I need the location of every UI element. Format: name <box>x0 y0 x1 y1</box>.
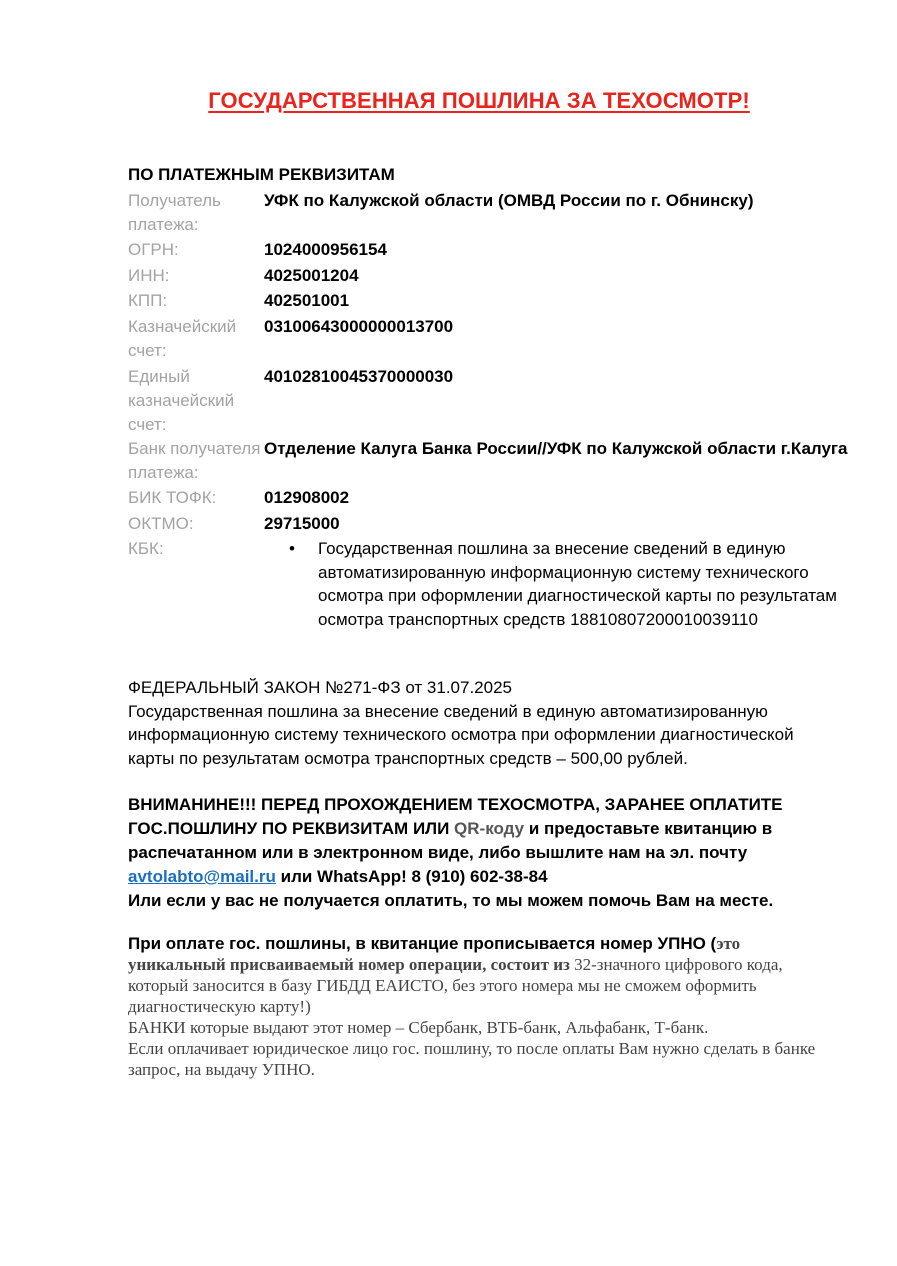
attention-text-3: Или если у вас не получается оплатить, то мы можем помочь Вам на месте. <box>128 891 774 910</box>
qr-code-mention: QR-коду <box>454 819 525 838</box>
law-section <box>128 676 828 770</box>
attention-text-2: и предоставьте квитанцию в распечатанном или в электронном виде, либо вышлите нам на эл. почту <box>128 819 773 862</box>
law-heading: ФЕДЕРАЛЬНЫЙ ЗАКОН №271-ФЗ от 31.07.2025 <box>128 678 513 697</box>
kbk-description: Государственная пошлина за внесение сведений в единую автоматизированную информационную систему технического осмотра при оформлении диагностической карты по результатам осмотра транспортных средств <box>318 539 837 629</box>
oktmo-value: 29715000 <box>264 514 340 533</box>
upno-lead: При оплате гос. пошлины, в квитанцие прописывается номер УПНО ( <box>128 934 717 953</box>
law-text: Государственная пошлина за внесение сведений в единую автоматизированную информационную систему технического осмотра при оформлении диагностической карты по результатам осмотра транспортных средств – 500,00 рублей. <box>128 701 794 768</box>
bank-row <box>128 437 848 485</box>
whatsapp-contact: или WhatsApp! 8 (910) 602-38-84 <box>275 867 548 886</box>
upno-details: 32-значного цифрового кода, который заносится в базу ГИБДД ЕАИСТО, без этого номера мы не сможем оформить диагностическую карту!) <box>128 955 783 1016</box>
single-treasury-account-value: 40102810045370000030 <box>264 367 454 386</box>
bik-value: 012908002 <box>264 488 350 507</box>
recipient-row <box>128 189 848 237</box>
recipient-label: Получатель платежа: <box>128 191 221 234</box>
oktmo-row <box>128 512 848 536</box>
bik-row <box>128 486 848 510</box>
ogrn-label: ОГРН: <box>128 240 179 259</box>
kbk-code: 18810807200010039110 <box>570 609 758 629</box>
upno-legal-entity: Если оплачивает юридическое лицо гос. пошлину, то после оплаты Вам нужно сделать в банке запрос, на выдачу УПНО. <box>128 1039 816 1079</box>
treasury-account-value: 03100643000000013700 <box>264 317 454 336</box>
kbk-label: КБК: <box>128 539 164 558</box>
treasury-account-label: Казначейский счет: <box>128 317 237 360</box>
email-link[interactable]: avtolabto@mail.ru <box>128 867 276 886</box>
kpp-value: 402501001 <box>264 291 350 310</box>
kbk-item <box>318 537 838 631</box>
bik-label: БИК ТОФК: <box>128 488 217 507</box>
attention-text-1: ВНИМАНИНЕ!!! ПЕРЕД ПРОХОЖДЕНИЕМ ТЕХОСМОТРА, ЗАРАНЕЕ ОПЛАТИТЕ ГОС.ПОШЛИНУ ПО РЕКВИЗИТАМ ИЛИ <box>128 795 783 838</box>
ogrn-value: 1024000956154 <box>264 240 387 259</box>
oktmo-label: ОКТМО: <box>128 514 194 533</box>
kpp-label: КПП: <box>128 291 168 310</box>
recipient-value: УФК по Калужской области (ОМВД России по г. Обнинску) <box>264 191 754 210</box>
inn-label: ИНН: <box>128 266 170 285</box>
requisites-heading: ПО ПЛАТЕЖНЫМ РЕКВИЗИТАМ <box>128 165 395 184</box>
treasury-account-row <box>128 315 848 363</box>
single-treasury-account-label: Единый казначейский счет: <box>128 367 235 434</box>
inn-value: 4025001204 <box>264 266 359 285</box>
ogrn-row <box>128 238 848 262</box>
bank-value: Отделение Калуга Банка России//УФК по Калужской области г.Калуга <box>264 439 848 458</box>
inn-row <box>128 264 848 288</box>
upno-banks: БАНКИ которые выдают этот номер – Сбербанк, ВТБ-банк, Альфабанк, Т-банк. <box>128 1018 709 1037</box>
attention-notice <box>128 793 828 913</box>
bank-label: Банк получателя платежа: <box>128 439 261 482</box>
single-treasury-account-row <box>128 365 848 437</box>
bullet-icon: • <box>289 539 295 558</box>
upno-section <box>128 933 828 1080</box>
kpp-row <box>128 289 848 313</box>
page-title: ГОСУДАРСТВЕННАЯ ПОШЛИНА ЗА ТЕХОСМОТР! <box>208 88 750 113</box>
upno-definition: это уникальный присваиваемый номер операции, состоит из <box>128 934 741 974</box>
